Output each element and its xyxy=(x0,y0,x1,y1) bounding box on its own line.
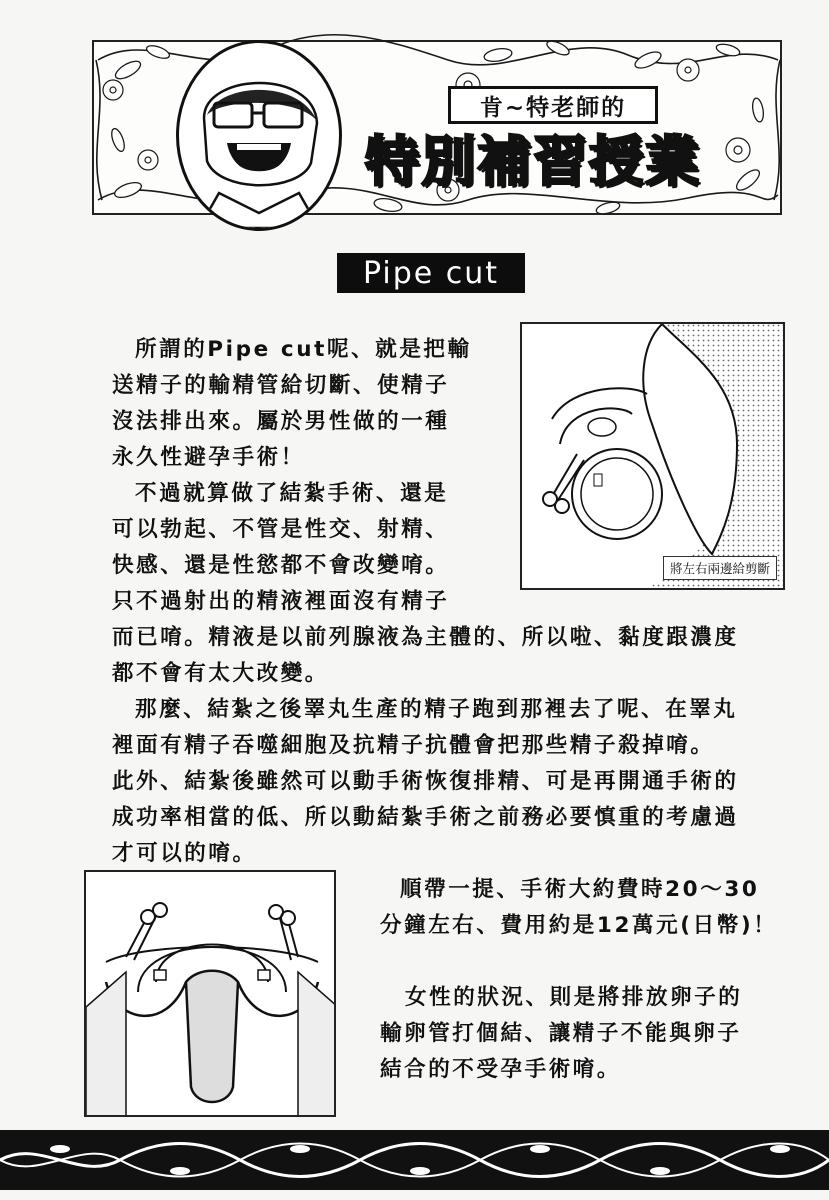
header-subtitle: 肯~特老師的 xyxy=(448,86,658,124)
paragraph-line: 只不過射出的精液裡面沒有精子 xyxy=(112,589,450,614)
paragraph-line: 此外、結紮後雖然可以動手術恢復排精、可是再開通手術的 xyxy=(112,769,739,794)
paragraph-line: 順帶一提、手術大約費時20〜30 xyxy=(400,877,760,902)
paragraph-line: 可以勃起、不管是性交、射精、 xyxy=(112,517,450,542)
footer-border xyxy=(0,1130,829,1190)
paragraph-line: 結合的不受孕手術唷。 xyxy=(380,1057,622,1082)
paragraph-line: 那麼、結紮之後睪丸生產的精子跑到那裡去了呢、在睪丸 xyxy=(135,697,738,722)
paragraph-line: 永久性避孕手術！ xyxy=(112,445,305,470)
paragraph-line: 都不會有太大改變。 xyxy=(112,661,329,686)
tubal-ligation-diagram xyxy=(84,870,336,1117)
paragraph-line: 裡面有精子吞噬細胞及抗精子抗體會把那些精子殺掉唷。 xyxy=(112,733,715,758)
paragraph-line: 成功率相當的低、所以動結紮手術之前務必要慎重的考慮過 xyxy=(112,805,739,830)
paragraph-line: 不過就算做了結紮手術、還是 xyxy=(135,481,449,506)
topic-title: Pipe cut xyxy=(337,253,525,293)
page-title: 特別補習授業 xyxy=(365,129,701,193)
paragraph-line: 送精子的輸精管給切斷、使精子 xyxy=(112,373,450,398)
paragraph-line: 而已唷。精液是以前列腺液為主體的、所以啦、黏度跟濃度 xyxy=(112,625,739,650)
paragraph-line: 才可以的唷。 xyxy=(112,841,257,866)
vasectomy-diagram xyxy=(520,322,785,590)
paragraph-line: 沒法排出來。屬於男性做的一種 xyxy=(112,409,450,434)
teacher-portrait-icon xyxy=(179,43,339,228)
vine-border-icon xyxy=(0,1133,829,1187)
diagram-caption: 將左右兩邊給剪斷 xyxy=(663,556,777,580)
paragraph-line: 女性的狀況、則是將排放卵子的 xyxy=(405,985,743,1010)
paragraph-line: 輸卵管打個結、讓精子不能與卵子 xyxy=(380,1021,742,1046)
paragraph-line: 所謂的Pipe cut呢、就是把輸 xyxy=(135,337,472,362)
paragraph-line: 分鐘左右、費用約是12萬元(日幣)！ xyxy=(380,913,778,938)
teacher-portrait xyxy=(176,40,342,231)
paragraph-line: 快感、還是性慾都不會改變唷。 xyxy=(112,553,450,578)
